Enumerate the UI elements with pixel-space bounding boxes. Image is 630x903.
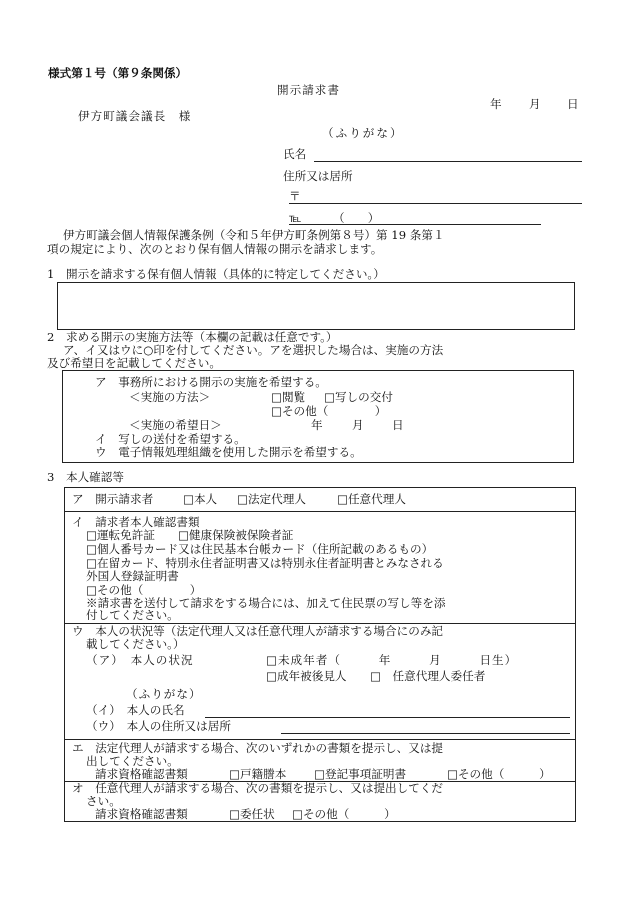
requester-voluntary-rep-checkbox[interactable]: □任意代理人	[337, 492, 406, 506]
section2-note-1: ア、イ又はウに○印を付してください。アを選択した場合は、実施の方法	[63, 343, 444, 357]
row-e-docs-label: 請求資格確認書類	[95, 767, 188, 781]
id-residence-card-line2: 外国人登録証明書	[86, 569, 179, 583]
status-minor-checkbox[interactable]: □未成年者（ 年 月 日生）	[266, 653, 518, 667]
postal-mark: 〒	[289, 189, 301, 203]
requester-address-line[interactable]	[289, 203, 582, 204]
preferred-year: 年	[311, 418, 323, 432]
intro-line-2: 項の規定により、次のとおり保有個人情報の開示を請求します。	[47, 242, 383, 256]
id-mail-note-1: ※請求書を送付して請求をする場合には、加えて住民票の写し等を添	[86, 596, 446, 610]
option-i-mail[interactable]: イ 写しの送付を希望する。	[95, 432, 246, 446]
status-principal-checkbox[interactable]: □ 任意代理人委任者	[370, 669, 486, 683]
row-divider	[65, 511, 575, 512]
preferred-month: 月	[352, 418, 364, 432]
requester-name-line[interactable]	[314, 161, 582, 162]
doc-family-register-checkbox[interactable]: □戸籍謄本	[229, 767, 287, 781]
id-health-insurance-checkbox[interactable]: □健康保険被保険者証	[178, 528, 294, 542]
principal-name-line[interactable]	[205, 717, 570, 718]
principal-address-line[interactable]	[281, 733, 570, 734]
section2-box	[62, 370, 574, 463]
status-adult-ward-checkbox[interactable]: □成年被後見人	[266, 669, 347, 683]
preferred-day: 日	[392, 418, 404, 432]
option-a-office[interactable]: ア 事務所における開示の実施を希望する。	[95, 375, 327, 389]
row-o-label-2: さい。	[86, 794, 121, 808]
section1-input-box[interactable]	[57, 282, 575, 330]
section1-heading: 1 開示を請求する保有個人情報（具体的に特定してください。）	[47, 267, 385, 281]
requester-self-checkbox[interactable]: □本人	[183, 492, 218, 506]
row-e-label-2: 出してください。	[86, 754, 179, 768]
date-day: 日	[567, 97, 579, 111]
date-year: 年	[490, 97, 502, 111]
method-other-checkbox[interactable]: □その他（ ）	[271, 404, 387, 418]
form-number: 様式第１号（第９条関係）	[48, 66, 188, 80]
method-label: ＜実施の方法＞	[129, 390, 211, 404]
tel-line[interactable]	[289, 224, 541, 225]
recipient: 伊方町議会議長 様	[78, 109, 192, 123]
preferred-date-label: ＜実施の希望日＞	[129, 418, 222, 432]
row-o-docs-label: 請求資格確認書類	[95, 807, 188, 821]
id-other-checkbox[interactable]: □その他（ ）	[86, 583, 202, 597]
requester-address-label: 住所又は居所	[283, 169, 353, 183]
row-i-label: イ 請求者本人確認書類	[72, 515, 200, 529]
id-my-number-card-checkbox[interactable]: □個人番号カード又は住民基本台帳カード（住所記載のあるもの）	[86, 542, 434, 556]
row-u-label-2: 載してください。）	[86, 637, 185, 651]
id-mail-note-2: 付してください。	[86, 608, 179, 622]
principal-address-label: （ウ） 本人の住所又は居所	[86, 719, 231, 733]
doc-registry-cert-checkbox[interactable]: □登記事項証明書	[314, 767, 407, 781]
requester-furigana-label: （ふりがな）	[322, 126, 404, 140]
section2-heading: 2 求める開示の実施方法等（本欄の記載は任意です。）	[47, 330, 338, 344]
row-a-label: ア 開示請求者	[72, 492, 154, 506]
doc-other-checkbox[interactable]: □その他（ ）	[447, 767, 551, 781]
row-u-label-1: ウ 本人の状況等（法定代理人又は任意代理人が請求する場合にのみ記	[72, 624, 444, 638]
doc-power-of-attorney-checkbox[interactable]: □委任状	[229, 807, 275, 821]
row-o-label-1: オ 任意代理人が請求する場合、次の書類を提示し、又は提出してくだ	[72, 781, 444, 795]
id-residence-card-checkbox[interactable]: □在留カード、特別永住者証明書又は特別永住者証明書とみなされる	[86, 556, 444, 570]
id-drivers-license-checkbox[interactable]: □運転免許証	[86, 528, 155, 542]
section2-note-2: 及び希望日を記載してください。	[47, 356, 221, 370]
principal-name-label: （イ） 本人の氏名	[86, 703, 185, 717]
method-view-checkbox[interactable]: □閲覧	[271, 390, 306, 404]
method-copy-checkbox[interactable]: □写しの交付	[324, 390, 393, 404]
section3-heading: 3 本人確認等	[47, 470, 124, 484]
doc-other-o-checkbox[interactable]: □その他（ ）	[292, 807, 396, 821]
principal-status-label: （ア） 本人の状況	[86, 653, 194, 667]
tel-area-code: （ ）	[333, 211, 380, 225]
row-e-label-1: エ 法定代理人が請求する場合、次のいずれかの書類を提示し、又は提	[72, 741, 444, 755]
requester-legal-rep-checkbox[interactable]: □法定代理人	[237, 492, 306, 506]
tel-icon: ℡	[289, 211, 302, 225]
page-title: 開示請求書	[277, 83, 340, 97]
principal-furigana-label: （ふりがな）	[126, 687, 202, 701]
row-divider	[65, 739, 575, 740]
intro-line-1: 伊方町議会個人情報保護条例（令和５年伊方町条例第８号）第 19 条第１	[63, 228, 445, 242]
date-month: 月	[529, 97, 541, 111]
requester-name-label: 氏名	[283, 147, 307, 161]
section3-table	[64, 487, 576, 822]
option-u-online[interactable]: ウ 電子情報処理組織を使用した開示を希望する。	[95, 445, 362, 459]
